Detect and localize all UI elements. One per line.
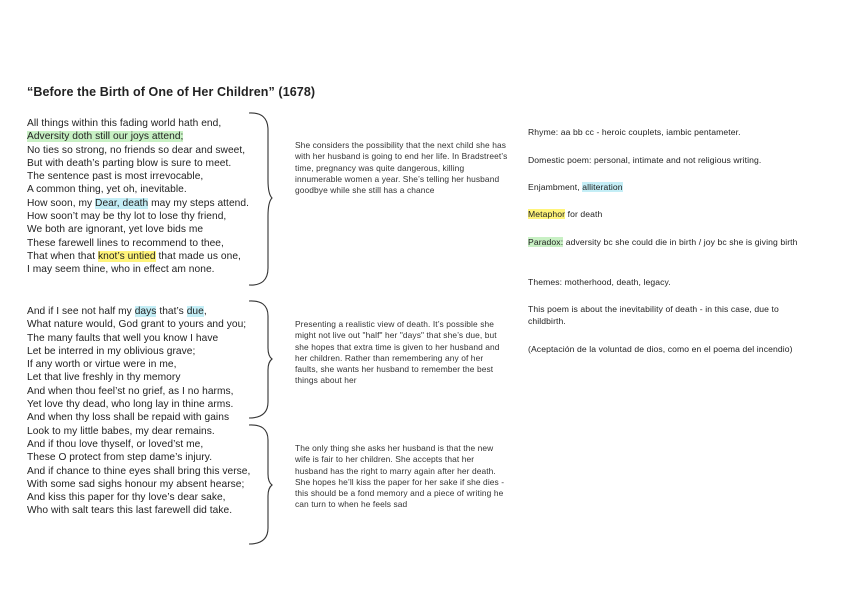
line-text: And if I see not half my — [27, 306, 135, 317]
poem-line — [27, 491, 277, 504]
highlighted-phrase: knot’s untied — [97, 250, 156, 262]
line-text: And if chance to thine eyes shall bring this verse, — [27, 465, 251, 477]
line-text: Yet love thy dead, who long lay in thine arms. — [27, 399, 234, 411]
line-text: Let that live freshly in thy memory — [27, 372, 181, 384]
line-text: may my steps attend. — [148, 197, 249, 209]
line-text: And when thou feel’st no grief, as I no harms, — [27, 385, 234, 397]
poem-line — [27, 183, 277, 196]
line-text: We both are ignorant, yet love bids me — [27, 224, 204, 236]
poem-line — [27, 332, 277, 345]
paradox-text: adversity bc she could die in birth / joy bc she is giving birth — [563, 237, 798, 247]
poem-line — [27, 451, 277, 464]
line-text: The many faults that well you know I have — [27, 332, 219, 344]
metaphor-label: Metaphor — [528, 209, 566, 219]
poem-line — [27, 223, 277, 236]
line-text: I may seem thine, who in effect am none. — [27, 264, 215, 276]
poem-line — [27, 358, 277, 371]
poem-stanza-2 — [27, 305, 277, 518]
highlighted-phrase: days — [134, 306, 157, 317]
line-text: that’s — [156, 306, 187, 317]
alliteration-label: alliteration — [582, 182, 623, 192]
line-text: Let be interred in my oblivious grave; — [27, 345, 196, 357]
poem-line — [27, 305, 277, 318]
line-text: And when thy loss shall be repaid with gains — [27, 412, 230, 424]
line-text: And kiss this paper for thy love’s dear sake, — [27, 492, 226, 504]
bracket-stanza-2a — [245, 298, 275, 423]
line-text: Look to my little babes, my dear remains. — [27, 425, 215, 437]
domestic-poem-note: Domestic poem: personal, intimate and not religious writing. — [528, 155, 762, 165]
paradox-label: Paradox: — [528, 237, 564, 247]
poem-line — [27, 385, 277, 398]
line-text: That when that — [27, 250, 98, 262]
poem-line — [27, 237, 277, 250]
poem-line — [27, 130, 277, 143]
line-text: , — [203, 306, 207, 317]
annotation-note-1: She considers the possibility that the next child she has with her husband is going to end her life. In Bradstreet’s time, pregnancy was quite dangerous, killing innumerable women a year. She’s telling her husband goodbye while she still has a chance — [295, 140, 508, 196]
poem-line — [27, 465, 277, 478]
summary-note: This poem is about the inevitability of death - in this case, due to childbirth. — [528, 304, 779, 326]
line-text: What nature would, God grant to yours and you; — [27, 319, 247, 331]
annotation-note-2: Presenting a realistic view of death. It’s possible she might not live out "half" her "days" that she’s due, but she hopes that extra time is given to her husband and her children. Rather than remembering any of her faults, she wants her husband to remember the best things about her — [295, 319, 500, 386]
enjambment-label: Enjambment, — [528, 182, 583, 192]
annotation-note-3: The only thing she asks her husband is that the new wife is fair to her children. She accepts that her husband has the right to marry again after her death. She hopes he’ll kiss the paper for her sake if she dies - this should be a fond memory and a piece of writing he can turn to when he feels sad — [295, 443, 505, 510]
line-text: Who with salt tears this last farewell did take. — [27, 505, 233, 517]
line-text: The sentence past is most irrevocable, — [27, 171, 204, 183]
poem-line — [27, 157, 277, 170]
line-text: These O protect from step dame’s injury. — [27, 452, 213, 464]
poem-line — [27, 210, 277, 223]
highlighted-phrase: Dear, death — [95, 197, 149, 209]
line-text: But with death’s parting blow is sure to meet. — [27, 157, 232, 169]
poem-line — [27, 170, 277, 183]
poem-title: “Before the Birth of One of Her Children” (1678) — [27, 85, 316, 99]
poem-stanza-1 — [27, 117, 277, 277]
poem-line — [27, 438, 277, 451]
line-text: All things within this fading world hath end, — [27, 118, 222, 129]
bracket-stanza-2b — [245, 422, 275, 548]
line-text: And if thou love thyself, or loved’st me, — [27, 438, 204, 450]
line-text: No ties so strong, no friends so dear and sweet, — [27, 144, 246, 156]
line-text: A common thing, yet oh, inevitable. — [27, 184, 187, 196]
themes-note: Themes: motherhood, death, legacy. — [528, 277, 671, 287]
highlighted-phrase: Adversity doth still our joys attend; — [27, 131, 184, 143]
line-text: With some sad sighs honour my absent hearse; — [27, 478, 245, 490]
line-text: How soon, my — [27, 197, 96, 209]
line-text: These farewell lines to recommend to thee, — [27, 237, 224, 249]
poem-line — [27, 263, 277, 276]
metaphor-text: for death — [565, 209, 603, 219]
highlighted-phrase: due — [186, 306, 204, 317]
line-text: that made us one, — [155, 250, 241, 262]
bracket-stanza-1 — [245, 110, 275, 290]
poem-line — [27, 250, 277, 263]
devices-note — [528, 182, 813, 194]
paradox-note — [528, 237, 813, 249]
poem-line — [27, 371, 277, 384]
poem-line — [27, 345, 277, 358]
poem-line — [27, 318, 277, 331]
poem-line — [27, 117, 277, 130]
line-text: How soon’t may be thy lot to lose thy friend, — [27, 211, 227, 223]
spanish-note: (Aceptación de la voluntad de dios, como en el poema del incendio) — [528, 344, 793, 354]
poem-line — [27, 504, 277, 517]
poem-line — [27, 411, 277, 424]
poem-line — [27, 478, 277, 491]
poem-line — [27, 144, 277, 157]
poem-line — [27, 197, 277, 210]
poem-line — [27, 425, 277, 438]
line-text: If any worth or virtue were in me, — [27, 359, 177, 371]
metaphor-note — [528, 209, 813, 221]
rhyme-note: Rhyme: aa bb cc - heroic couplets, iambic pentameter. — [528, 127, 741, 137]
poem-line — [27, 398, 277, 411]
